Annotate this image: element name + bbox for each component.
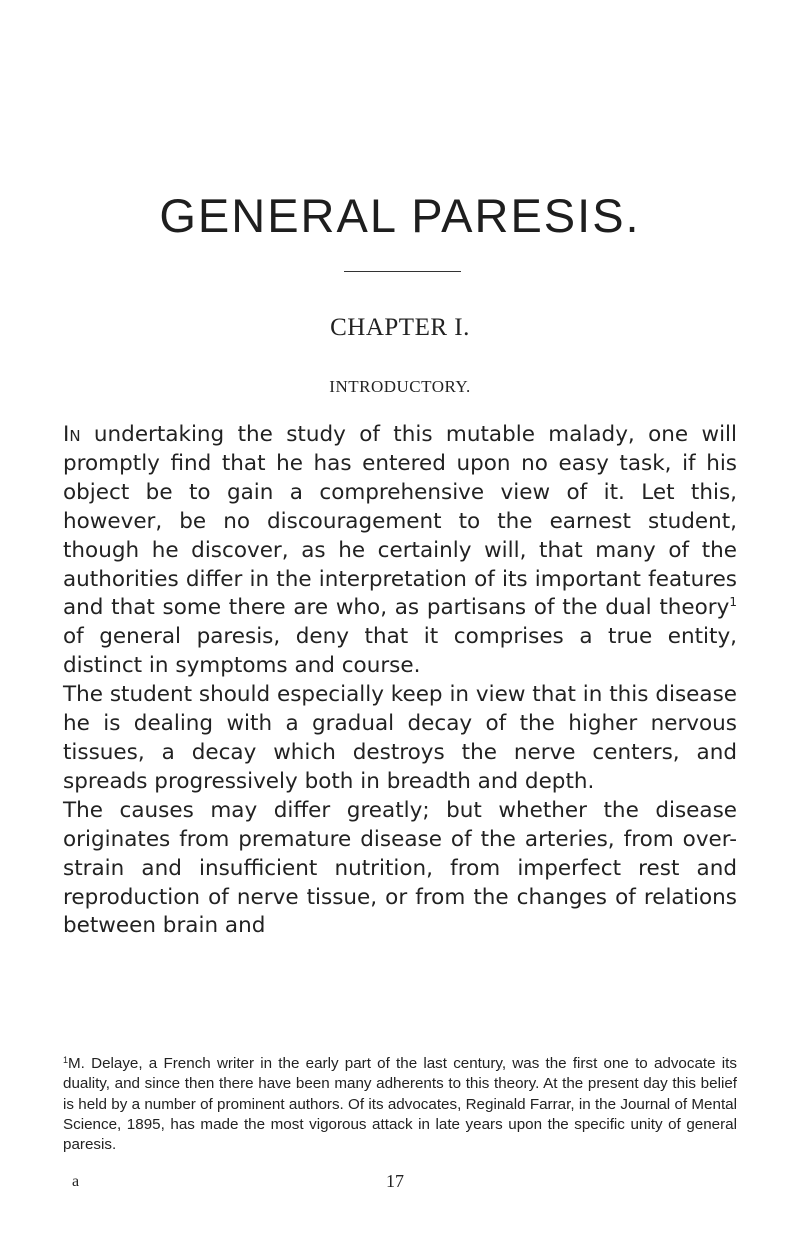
- footnote-reference: 1: [729, 595, 737, 610]
- paragraph-1: [63, 421, 737, 681]
- footnote-marker: 1: [63, 1055, 69, 1065]
- footnote: [63, 1054, 737, 1155]
- footnote-text: M. Delaye, a French writer in the early part of the last century, was the first one to advocate its duality, and since then there have been many adherents to this theory. At the present day this belief is held by a number of prominent authors. Of its advocates, Reginald Farrar, in the Journal of Mental Science, 1895, has made the most vigorous attack in late years upon the specific unity of general paresis.: [63, 1055, 737, 1154]
- page-number: 17: [386, 1171, 404, 1191]
- chapter-heading: CHAPTER I.: [330, 314, 470, 341]
- paragraph-1-text: undertaking the study of this mutable malady, one will promptly find that he has entered upon no easy task, if his object be to gain a comprehensive view of it. Let this, however, be no discouragement to the earnest student, though he discover, as he certainly will, that many of the authorities differ in the interpretation of its important features and that some there are who, as partisans of the dual theory: [63, 422, 737, 621]
- body-text: [63, 421, 737, 941]
- chapter-subheading: INTRODUCTORY.: [329, 377, 471, 396]
- paragraph-3: The causes may differ greatly; but whether the disease originates from premature disease of the arteries, from over-strain and insufficient nutrition, from imperfect rest and reproduction of nerve tissue, or from the changes of relations between brain and: [63, 797, 737, 939]
- book-title: GENERAL PARESIS.: [159, 189, 641, 242]
- title-divider: [344, 271, 461, 272]
- paragraph-2: The student should especially keep in view that in this disease he is dealing with a gradual decay of the higher nervous tissues, a decay which destroys the nerve centers, and spreads progressively both in breadth and depth.: [63, 682, 737, 794]
- signature-mark: a: [72, 1173, 80, 1190]
- paragraph-1-continuation: of general paresis, deny that it comprises a true entity, distinct in symptoms and course.: [63, 624, 737, 679]
- opening-word: In: [63, 422, 81, 447]
